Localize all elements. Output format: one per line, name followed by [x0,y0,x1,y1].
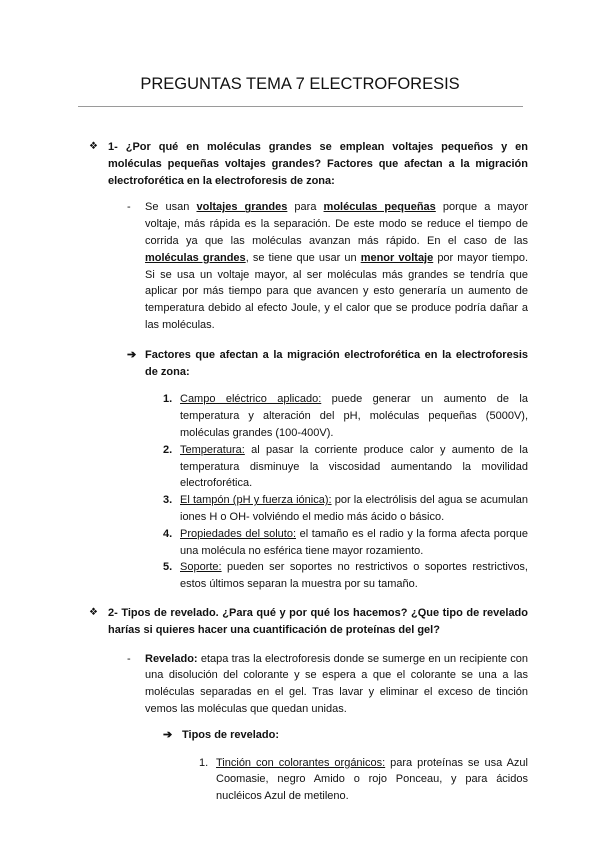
factors-heading: Factores que afectan a la migración electroforética en la electroforesis de zona: [145,348,528,378]
question-1: 1- ¿Por qué en moléculas grandes se emplean voltajes pequeños y en moléculas pequeñas voltajes grandes? Factores que afectan a la migración electroforética en la electroforesis de zona: [108,141,528,187]
text: por mayor tiempo. Si se usa un voltaje mayor, al ser moléculas más grandes se tendría que aplicar por más tiempo para que avancen y esto generaría un aumento de temperatura debido al efecto Joule, y el calor que se produce podría dañar a las moléculas. [145,251,529,331]
emphasis: menor voltaje [360,251,434,264]
item-text: por la electrólisis del agua se acumulan iones H o OH- volviéndo el medio más ácido o básico. [180,494,528,523]
item-number: 1. [199,756,209,769]
question-1-block [89,139,528,189]
text: porque a mayor voltaje, más rápida es la separación. De este modo se reduce el tiempo de corrida ya que las moléculas avanzan más rápido. En el caso de las [145,201,528,247]
list-item [163,526,528,560]
item-text: pueden ser soportes no restrictivos o soportes restrictivos, estos últimos separan la muestra por su tamaño. [180,561,528,591]
factors-list [163,391,528,593]
term-label: Revelado: [145,652,198,665]
page-title: PREGUNTAS TEMA 7 ELECTROFORESIS [140,75,460,93]
factors-heading-block [127,347,528,381]
item-label: Propiedades del soluto: [180,527,296,540]
types-heading-block [163,727,528,744]
list-item [199,755,528,805]
diamond-bullet-icon: ❖ [89,606,98,618]
item-label: El tampón (pH y fuerza iónica): [180,494,332,507]
answer-2-block [127,651,528,718]
arrow-bullet-icon: ➔ [127,348,137,361]
item-number: 2. [163,443,173,456]
list-item [163,391,528,441]
item-text: al pasar la corriente produce calor y aumento de la temperatura disminuye la viscosidad aumentando la movilidad electroforética. [180,443,528,490]
item-number: 5. [163,561,173,574]
list-item [163,442,528,492]
text: etapa tras la electroforesis donde se sumerge en un recipiente con una disolución del colorante y se espera a que el colorante se una a las moléculas separadas en el gel. Tras lavar y eliminar el exceso de tinción vemos las moléculas que quedan unidas. [145,652,528,715]
item-number: 4. [163,527,173,540]
diamond-bullet-icon: ❖ [89,141,98,152]
item-text: para proteínas se usa Azul Coomasie, negro Amido o rojo Ponceau, y para ácidos nucléicos Azul de metileno. [216,756,528,803]
answer-1-paragraph [145,199,528,333]
question-2-block [89,605,528,639]
arrow-bullet-icon: ➔ [163,728,173,741]
item-label: Soporte: [180,561,222,574]
item-label: Temperatura: [180,443,245,456]
emphasis: voltajes grandes [196,201,288,214]
item-label: Tinción con colorantes orgánicos: [216,756,386,769]
emphasis: moléculas pequeñas [323,201,436,214]
emphasis: moléculas grandes [145,251,246,264]
types-list [199,755,528,805]
item-number: 3. [163,494,173,507]
types-heading: Tipos de revelado: [182,728,279,741]
item-number: 1. [163,393,173,406]
text: , se tiene que usar un [245,251,361,264]
item-text: el tamaño es el radio y la forma afecta porque una molécula no esférica tiene mayor rozamiento. [180,527,528,557]
item-text: puede generar un aumento de la temperatura y alteración del pH, moléculas pequeñas (5000V), moléculas grandes (100-400V). [180,393,528,439]
list-item [163,492,528,526]
answer-2-paragraph [145,651,528,718]
answer-1-block [127,199,529,333]
dash-bullet: - [127,201,131,214]
item-label: Campo eléctrico aplicado: [180,393,322,406]
list-item [163,559,528,593]
dash-bullet: - [127,652,131,665]
question-2: 2- Tipos de revelado. ¿Para qué y por qué los hacemos? ¿Que tipo de revelado harías si quieres hacer una cuantificación de proteínas del gel? [108,606,528,636]
text: para [287,201,324,214]
title-divider [78,106,523,107]
text: Se usan [145,201,197,214]
